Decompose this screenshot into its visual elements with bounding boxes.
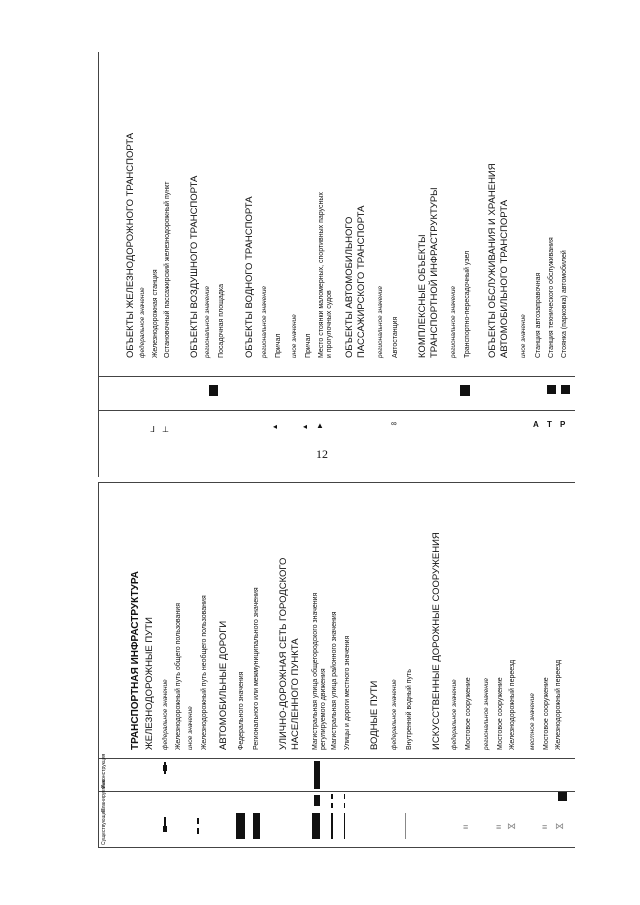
pier-icon: ◂ bbox=[273, 422, 278, 431]
legend-subcategory: федеральное значение bbox=[162, 679, 169, 750]
bus-station-icon: ∞ bbox=[391, 419, 397, 428]
legend-item: Мостовое сооружение bbox=[497, 677, 504, 750]
column-separator bbox=[98, 376, 575, 377]
section-heading: ОБЪЕКТЫ ЖЕЛЕЗНОДОРОЖНОГО ТРАНСПОРТА bbox=[125, 132, 136, 358]
railway-crossing-icon: ⋈ bbox=[507, 821, 516, 831]
federal-road-symbol bbox=[236, 813, 245, 839]
table-border bbox=[98, 482, 99, 847]
district-street-symbol bbox=[331, 794, 333, 799]
railway-line-symbol bbox=[197, 818, 199, 824]
table-border bbox=[98, 847, 575, 848]
service-station-symbol bbox=[547, 385, 556, 394]
pier-icon: ◂ bbox=[303, 422, 308, 431]
legend-subcategory: иное значение bbox=[520, 314, 527, 358]
waterway-symbol bbox=[405, 813, 406, 839]
legend-item: Железнодорожный путь необщего пользования bbox=[201, 595, 208, 750]
section-heading: ОБЪЕКТЫ ВОДНОГО ТРАНСПОРТА bbox=[244, 196, 255, 358]
legend-item: Станция технического обслуживания bbox=[548, 237, 555, 358]
legend-subcategory: региональное значение bbox=[450, 285, 457, 358]
section-heading: КОМПЛЕКСНЫЕ ОБЪЕКТЫ bbox=[417, 234, 428, 358]
railway-line-symbol bbox=[163, 826, 167, 832]
legend-item: Железнодорожная станция bbox=[152, 269, 159, 358]
railway-crossing-icon: ⋈ bbox=[555, 821, 564, 831]
legend-subcategory: федеральное значение bbox=[451, 679, 458, 750]
regional-road-symbol bbox=[253, 813, 260, 839]
column-header: Планируемые bbox=[101, 779, 107, 812]
bridge-icon: ≡ bbox=[496, 822, 502, 832]
legend-item: Регионального или межмуниципального значения bbox=[253, 587, 260, 750]
railway-station-icon: ᒧ bbox=[150, 425, 155, 434]
legend-item: Мостовое сооружение bbox=[543, 677, 550, 750]
legend-item: Остановочный пассажирский железнодорожный пункт bbox=[164, 181, 171, 358]
main-street-symbol bbox=[314, 795, 320, 806]
section-heading: ИСКУССТВЕННЫЕ ДОРОЖНЫЕ СООРУЖЕНИЯ bbox=[431, 532, 442, 750]
column-separator bbox=[98, 791, 575, 792]
section-heading: ПАССАЖИРСКОГО ТРАНСПОРТА bbox=[356, 205, 367, 358]
section-heading: ТРАНСПОРТНОЙ ИНФРАСТРУКТУРЫ bbox=[429, 187, 440, 358]
legend-item: Магистральная улица общегородского значения bbox=[312, 592, 319, 750]
legend-item: регулируемого движения bbox=[320, 668, 327, 750]
section-heading: ОБЪЕКТЫ ВОЗДУШНОГО ТРАНСПОРТА bbox=[189, 175, 200, 358]
legend-subcategory: федеральное значение bbox=[139, 287, 146, 358]
legend-subcategory: федеральное значение bbox=[391, 679, 398, 750]
section-heading: ВОДНЫЕ ПУТИ bbox=[369, 680, 380, 750]
section-heading: ОБЪЕКТЫ ОБСЛУЖИВАНИЯ И ХРАНЕНИЯ bbox=[487, 163, 498, 358]
legend-item: Улицы и дороги местного значения bbox=[344, 635, 351, 750]
section-heading: УЛИЧНО-ДОРОЖНАЯ СЕТЬ ГОРОДСКОГО bbox=[278, 557, 289, 750]
legend-item: Причал bbox=[275, 333, 282, 358]
section-heading: АВТОМОБИЛЬНОГО ТРАНСПОРТА bbox=[499, 199, 510, 358]
legend-subcategory: региональное значение bbox=[204, 285, 211, 358]
column-header: Реконструкция bbox=[101, 753, 107, 788]
legend-subcategory: местное значение bbox=[529, 693, 536, 750]
legend-item: Транспортно-пересадочный узел bbox=[464, 250, 471, 358]
legend-item: Место стоянки маломерных, спортивных парусных bbox=[318, 192, 325, 358]
legend-item: Железнодорожный переезд bbox=[509, 659, 516, 750]
main-street-symbol bbox=[314, 761, 320, 789]
legend-item: Внутренний водный путь bbox=[406, 669, 413, 750]
service-station-icon: Т bbox=[547, 420, 552, 429]
legend-subcategory: региональное значение bbox=[377, 285, 384, 358]
fuel-station-icon: А bbox=[533, 420, 539, 429]
legend-item: Причал bbox=[305, 333, 312, 358]
section-heading: НАСЕЛЕННОГО ПУНКТА bbox=[290, 638, 301, 750]
boat-mooring-icon: ▲ bbox=[316, 421, 324, 430]
table-border bbox=[98, 482, 575, 483]
legend-subcategory: иное значение bbox=[187, 706, 194, 750]
legend-item: Стоянка (парковка) автомобилей bbox=[561, 250, 568, 358]
parking-icon: Р bbox=[560, 420, 566, 429]
district-street-symbol bbox=[331, 803, 333, 808]
page-number: 12 bbox=[316, 447, 328, 461]
section-heading: ОБЪЕКТЫ АВТОМОБИЛЬНОГО bbox=[344, 216, 355, 358]
column-separator bbox=[98, 758, 575, 759]
legend-item: Железнодорожный путь общего пользования bbox=[175, 603, 182, 750]
legend-item: Посадочная площадка bbox=[218, 284, 225, 358]
legend-item: Автостанция bbox=[392, 316, 399, 358]
legend-subcategory: иное значение bbox=[291, 314, 298, 358]
local-street-symbol bbox=[344, 803, 345, 808]
legend-item: Мостовое сооружение bbox=[465, 677, 472, 750]
local-street-symbol bbox=[344, 794, 345, 799]
railway-stop-icon: ⊥ bbox=[162, 425, 169, 434]
column-separator bbox=[98, 410, 575, 411]
legend-item: Федерального значения bbox=[238, 671, 245, 750]
railway-line-symbol bbox=[197, 828, 199, 834]
legend-subcategory: региональное значение bbox=[261, 285, 268, 358]
section-heading: АВТОМОБИЛЬНЫЕ ДОРОГИ bbox=[218, 620, 229, 750]
local-street-symbol bbox=[344, 813, 345, 839]
bridge-icon: ≡ bbox=[463, 822, 469, 832]
railway-line-symbol bbox=[163, 765, 167, 771]
legend-item: Магистральная улица районного значения bbox=[331, 611, 338, 750]
legend-item: Железнодорожный переезд bbox=[555, 659, 562, 750]
parking-symbol bbox=[561, 385, 570, 394]
section-title: ТРАНСПОРТНАЯ ИНФРАСТРУКТУРА bbox=[130, 571, 141, 750]
legend-item: и прогулочных судов bbox=[326, 290, 333, 358]
table-border bbox=[98, 52, 99, 477]
district-street-symbol bbox=[331, 813, 333, 839]
transport-hub-symbol bbox=[460, 385, 470, 396]
crossing-reconstruction-symbol bbox=[558, 792, 567, 801]
bridge-icon: ≡ bbox=[542, 822, 548, 832]
landing-site-symbol bbox=[209, 385, 218, 396]
legend-item: Станция автозаправочная bbox=[535, 272, 542, 358]
section-heading: ЖЕЛЕЗНОДОРОЖНЫЕ ПУТИ bbox=[144, 617, 155, 750]
main-street-symbol bbox=[312, 813, 320, 839]
legend-subcategory: региональное значение bbox=[483, 677, 490, 750]
column-header: Существующие bbox=[101, 808, 107, 845]
